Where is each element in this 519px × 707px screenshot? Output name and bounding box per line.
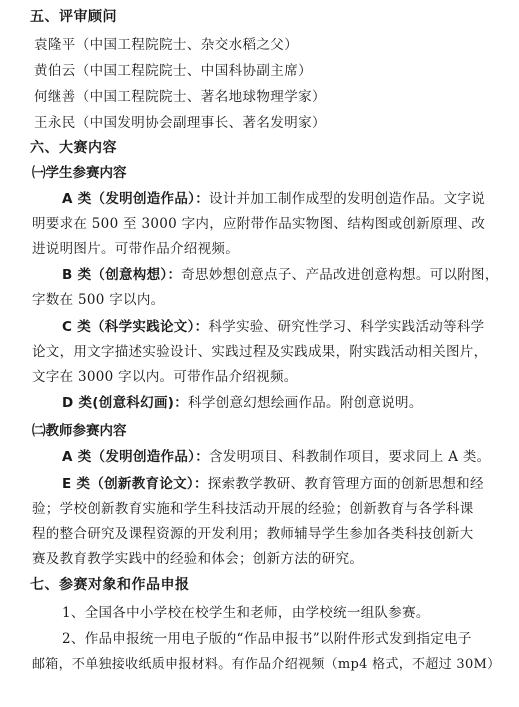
advisor-item: 黄伯云（中国工程院院士、中国科协副主席） xyxy=(34,63,312,79)
category-label: D 类(创意科幻画)： xyxy=(62,395,189,411)
paragraph-line: 明要求在 500 至 3000 字内，应附带作品实物图、结构图或创新原理、改 xyxy=(32,216,486,232)
paragraph-line: 论文，用文字描述实验设计、实践过程及实践成果，附实践活动相关图片， xyxy=(32,344,488,360)
category-label: A 类（发明创造作品）： xyxy=(62,449,209,465)
category-a-student xyxy=(62,190,485,208)
category-text: 科学创意幻想绘画作品。附创意说明。 xyxy=(188,395,423,411)
advisor-item: 王永民（中国发明协会副理事长、著名发明家） xyxy=(34,115,326,131)
paragraph-line: 字数在 500 字以内。 xyxy=(32,292,165,308)
category-text: 含发明项目、科教制作项目，要求同上 A 类。 xyxy=(209,449,491,465)
section-heading-participants: 七、参赛对象和作品申报 xyxy=(30,577,190,593)
paragraph-line: 1、全国各中小学校在校学生和老师，由学校统一组队参赛。 xyxy=(62,605,430,621)
subsection-heading-student: ㈠学生参赛内容 xyxy=(32,165,127,181)
category-label: E 类（创新教育论文）： xyxy=(62,476,208,492)
section-heading-contest-content: 六、大赛内容 xyxy=(30,140,117,156)
paragraph-line: 邮箱，不单独接收纸质申报材料。有作品介绍视频（mp4 格式，不超过 30M） xyxy=(32,657,501,672)
category-e-teacher xyxy=(62,475,484,493)
subsection-heading-teacher: ㈡教师参赛内容 xyxy=(32,423,127,439)
advisor-item: 袁隆平（中国工程院院士、杂交水稻之父） xyxy=(34,37,299,53)
paragraph-line: 赛及教育教学实践中的经验和体会；创新方法的研究。 xyxy=(32,551,364,567)
category-label: A 类（发明创造作品）： xyxy=(62,191,209,207)
category-b-student xyxy=(62,266,499,284)
paragraph-line: 程的整合研究及课程资源的开发利用；教师辅导学生参加各类科技创新大 xyxy=(32,526,474,542)
category-text: 奇思妙想创意点子、产品改进创意构想。可以附图， xyxy=(181,267,499,283)
category-label: C 类（科学实践论文）： xyxy=(62,319,209,335)
section-heading-advisors: 五、评审顾问 xyxy=(30,9,117,25)
paragraph-line: 验；学校创新教育实施和学生科技活动开展的经验；创新教育与各学科课 xyxy=(32,501,474,517)
category-text: 科学实验、研究性学习、科学实践活动等科学 xyxy=(208,319,485,335)
category-c-student xyxy=(62,318,484,336)
category-text: 设计并加工制作成型的发明创造作品。文字说 xyxy=(209,191,485,207)
advisor-item: 何继善（中国工程院院士、著名地球物理学家） xyxy=(34,89,326,105)
category-a-teacher xyxy=(62,448,490,466)
category-label: B 类（创意构想）： xyxy=(62,267,182,283)
paragraph-line: 2、作品申报统一用电子版的“作品申报书”以附件形式发到指定电子 xyxy=(62,631,472,647)
paragraph-line: 进说明图片。可带作品介绍视频。 xyxy=(32,241,239,257)
category-d-student xyxy=(62,394,423,412)
paragraph-line: 文字在 3000 字以内。可带作品介绍视频。 xyxy=(32,369,298,385)
category-text: 探索教学教研、教育管理方面的创新思想和经 xyxy=(207,476,484,492)
